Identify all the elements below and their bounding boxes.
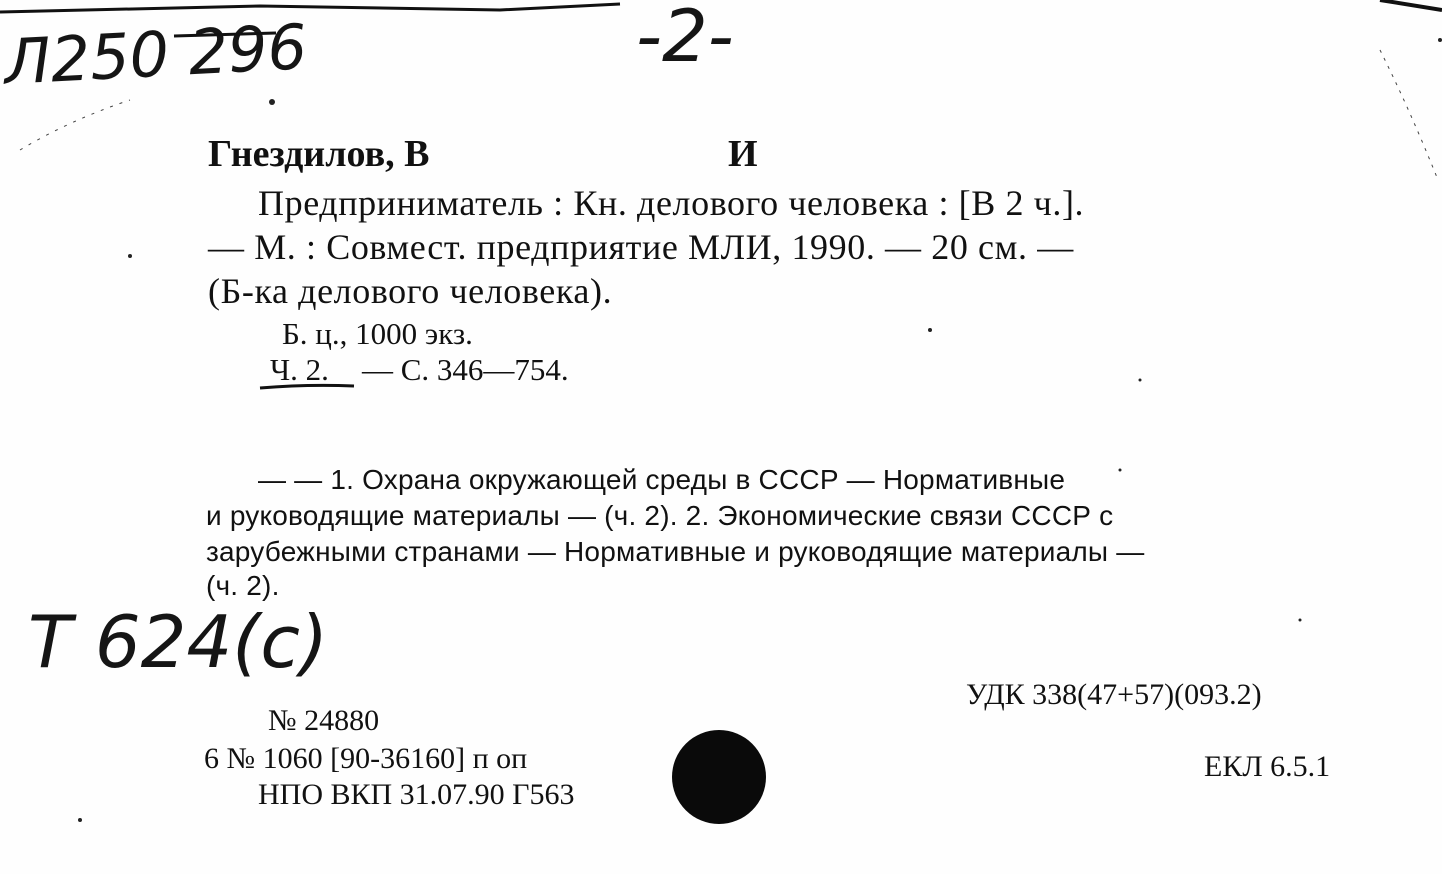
subjects-line-3: зарубежными странами — Нормативные и руководящие материалы — <box>206 536 1145 567</box>
part-label: Ч. 2. <box>270 352 329 387</box>
handwritten-shelf-code: T 624(c) <box>28 600 329 684</box>
record-number: № 24880 <box>268 704 380 737</box>
price-copies: Б. ц., 1000 экз. <box>282 316 473 351</box>
title-line-1: Предприниматель : Кн. делового человека : [В 2 ч.]. <box>258 183 1085 223</box>
udk-code: УДК 338(47+57)(093.2) <box>966 678 1262 711</box>
author-name: Гнездилов, В <box>208 133 430 175</box>
subjects-line-2: и руководящие материалы — (ч. 2). 2. Экономические связи СССР с <box>206 500 1114 531</box>
author-initial: И <box>728 133 758 175</box>
title-line-3: (Б-ка делового человека). <box>208 271 613 311</box>
order-info: 6 № 1060 [90-36160] п оп <box>204 742 528 775</box>
subjects-line-1: — — 1. Охрана окружающей среды в СССР — Нормативные <box>258 464 1066 495</box>
handwritten-page-marker: -2- <box>636 0 734 78</box>
title-line-2: — М. : Совмест. предприятие МЛИ, 1990. — 20 см. — <box>208 227 1074 267</box>
subjects-line-4: (ч. 2). <box>206 570 280 601</box>
handwritten-call-number: Л250 296 <box>2 10 309 99</box>
ekl-code: ЕКЛ 6.5.1 <box>1204 750 1331 783</box>
printer-info: НПО ВКП 31.07.90 Г563 <box>258 778 575 811</box>
part-pages: — С. 346—754. <box>362 352 569 387</box>
